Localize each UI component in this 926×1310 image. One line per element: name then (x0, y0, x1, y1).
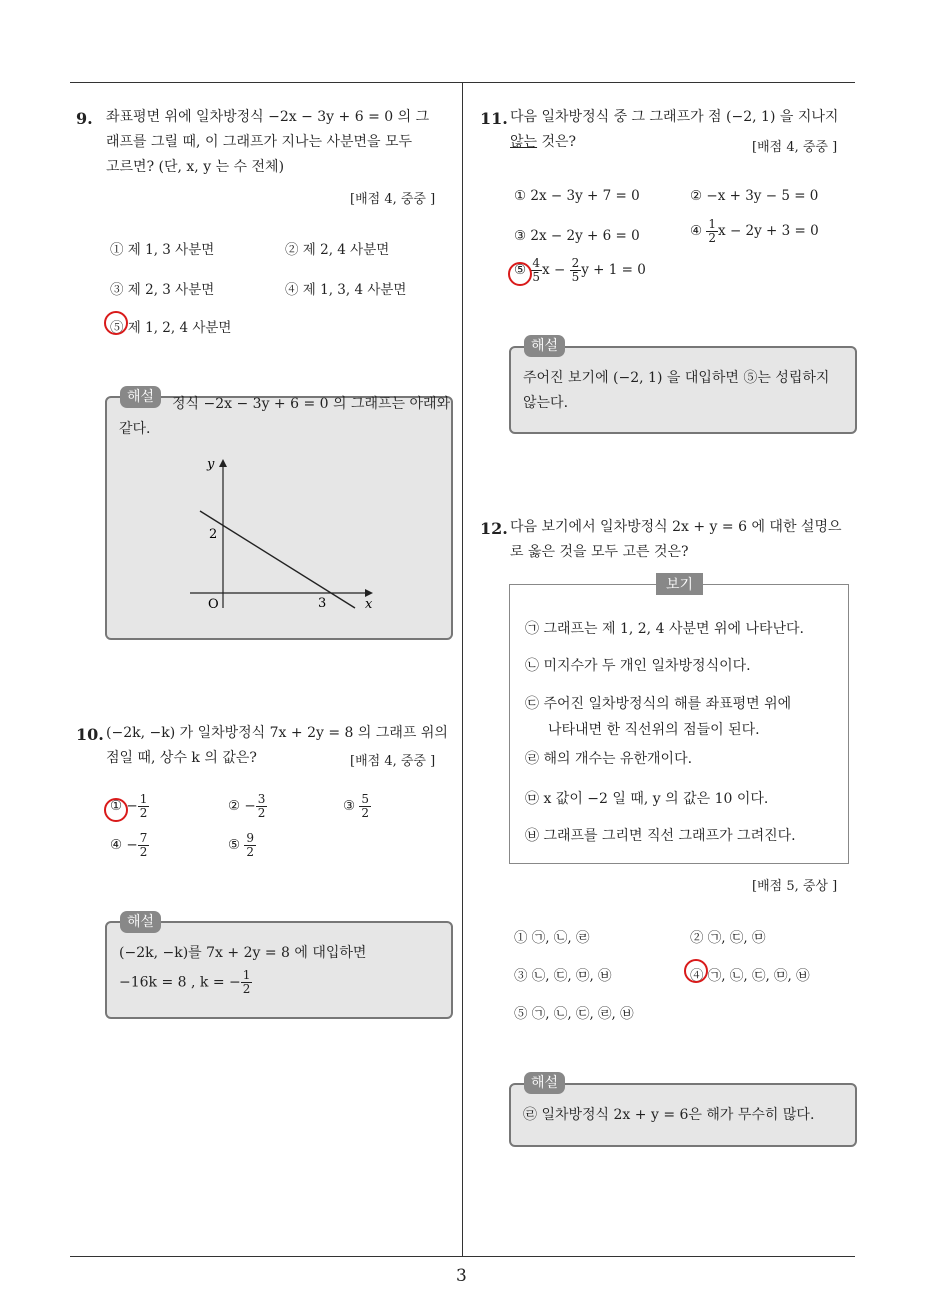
score-label: [배점 4, 중중 ] (350, 192, 436, 207)
choice-5[interactable]: ⑤ ㉠, ㉡, ㉢, ㉣, ㉥ (514, 1006, 634, 1022)
choice-1[interactable]: ① 제 1, 3 사분면 (110, 242, 215, 258)
question-text: 좌표평면 위에 일차방정식 −2x − 3y + 6 = 0 의 그 래프를 그릴 때, 이 그래프가 지나는 사분면을 모두 고르면? (단, x, y 는 수 전체) (106, 109, 430, 175)
answer-circle (684, 959, 708, 983)
question-number: 12. (480, 519, 508, 538)
bogi-item-2: ㉡ 미지수가 두 개인 일차방정식이다. (525, 658, 751, 674)
answer-circle (104, 798, 128, 822)
choice-2[interactable]: ② ㉠, ㉢, ㉤ (690, 930, 766, 946)
y-axis-arrow (219, 459, 227, 467)
bottom-rule (70, 1256, 855, 1257)
choice-4[interactable]: ④ − $\frac{7}{2}$ (110, 831, 148, 859)
question-text: (−2k, −k) 가 일차방정식 7x + 2y = 8 의 그래프 위의 점일 때, 상수 k 의 값은? (106, 725, 448, 766)
x-intercept-label: 3 (318, 596, 327, 611)
bogi-item-6: ㉥ 그래프를 그리면 직선 그래프가 그려진다. (525, 828, 796, 844)
bogi-tag: 보기 (656, 573, 703, 595)
choice-1[interactable]: ① 2x − 3y + 7 = 0 (514, 188, 640, 204)
bogi-item-1: ㉠ 그래프는 제 1, 2, 4 사분면 위에 나타난다. (525, 621, 805, 637)
choice-3[interactable]: ③ ㉡, ㉢, ㉤, ㉥ (514, 968, 612, 984)
choice-2[interactable]: ② 제 2, 4 사분면 (285, 242, 390, 258)
choice-2[interactable]: ② −x + 3y − 5 = 0 (690, 188, 819, 204)
choice-4[interactable]: ④ $\frac{1}{2}$ x − 2y + 3 = 0 (690, 217, 819, 245)
solution-box (105, 921, 453, 1019)
choice-3[interactable]: ③ 2x − 2y + 6 = 0 (514, 228, 640, 244)
question-text: 다음 일차방정식 중 그 그래프가 점 (−2, 1) 을 지나지 않는 것은? (510, 109, 839, 150)
x-axis-label: x (365, 597, 373, 612)
question-number: 11. (480, 109, 508, 128)
solution-text: (−2k, −k)를 7x + 2y = 8 에 대입하면 (119, 945, 367, 961)
origin-label: O (208, 597, 219, 612)
question-number: 10. (76, 725, 104, 744)
answer-circle (508, 262, 532, 286)
solution-tag: 해설 (524, 335, 565, 357)
y-intercept-label: 2 (209, 527, 218, 542)
solution-text: 주어진 보기에 (−2, 1) 을 대입하면 ⑤는 성립하지 않는다. (523, 370, 830, 411)
choice-1[interactable]: ① − $\frac{1}{2}$ (110, 792, 148, 820)
choice-5[interactable]: ⑤ $\frac{4}{5}$ x − $\frac{2}{5}$ y + 1 = 0 (514, 256, 646, 284)
choice-3[interactable]: ③ $\frac{5}{2}$ (343, 792, 370, 820)
choice-2[interactable]: ② − $\frac{3}{2}$ (228, 792, 266, 820)
choice-3[interactable]: ③ 제 2, 3 사분면 (110, 282, 215, 298)
bogi-item-4: ㉣ 해의 개수는 유한개이다. (525, 751, 693, 767)
choice-5[interactable]: ⑤ 제 1, 2, 4 사분면 (110, 320, 232, 336)
answer-circle (104, 311, 128, 335)
bogi-item-5: ㉤ x 값이 −2 일 때, y 의 값은 10 이다. (525, 791, 769, 807)
solution-tag: 해설 (120, 911, 161, 933)
question-text: 다음 보기에서 일차방정식 2x + y = 6 에 대한 설명으 로 옳은 것을 모두 고른 것은? (510, 519, 842, 560)
choice-4[interactable]: ④ 제 1, 3, 4 사분면 (285, 282, 407, 298)
choice-1[interactable]: ① ㉠, ㉡, ㉣ (514, 930, 590, 946)
column-divider (462, 82, 463, 1257)
solution-text: 정식 −2x − 3y + 6 = 0 의 그래프는 아래와 (172, 396, 451, 412)
score-label: [배점 4, 중중 ] (350, 754, 436, 769)
score-label: [배점 5, 중상 ] (752, 879, 838, 894)
solution-box (509, 346, 857, 434)
choice-4[interactable]: ④ ㉠, ㉡, ㉢, ㉤, ㉥ (690, 968, 810, 984)
bogi-box (509, 584, 849, 864)
solution-tag: 해설 (524, 1072, 565, 1094)
x-axis-arrow (365, 589, 373, 597)
solution-text: ㉣ 일차방정식 2x + y = 6은 해가 무수히 많다. (523, 1107, 815, 1123)
y-axis-label: y (207, 457, 215, 472)
bogi-item-3: ㉢ 주어진 일차방정식의 해를 좌표평면 위에 (525, 696, 792, 712)
solution-tag: 해설 (120, 386, 161, 408)
choice-5[interactable]: ⑤ $\frac{9}{2}$ (228, 831, 255, 859)
solution-box: 정식 −2x − 3y + 6 = 0 의 그래프는 아래와 같다. y x O 2 3 (105, 396, 453, 640)
line-graph (185, 453, 385, 613)
page-number: 3 (456, 1266, 467, 1286)
bogi-item-3-cont: 나타내면 한 직선위의 점들이 된다. (548, 722, 760, 738)
solution-text-2: −16k = 8 , k = − $\frac{1}{2}$ (119, 968, 251, 996)
score-label: [배점 4, 중중 ] (752, 140, 838, 155)
question-number: 9. (76, 109, 93, 128)
